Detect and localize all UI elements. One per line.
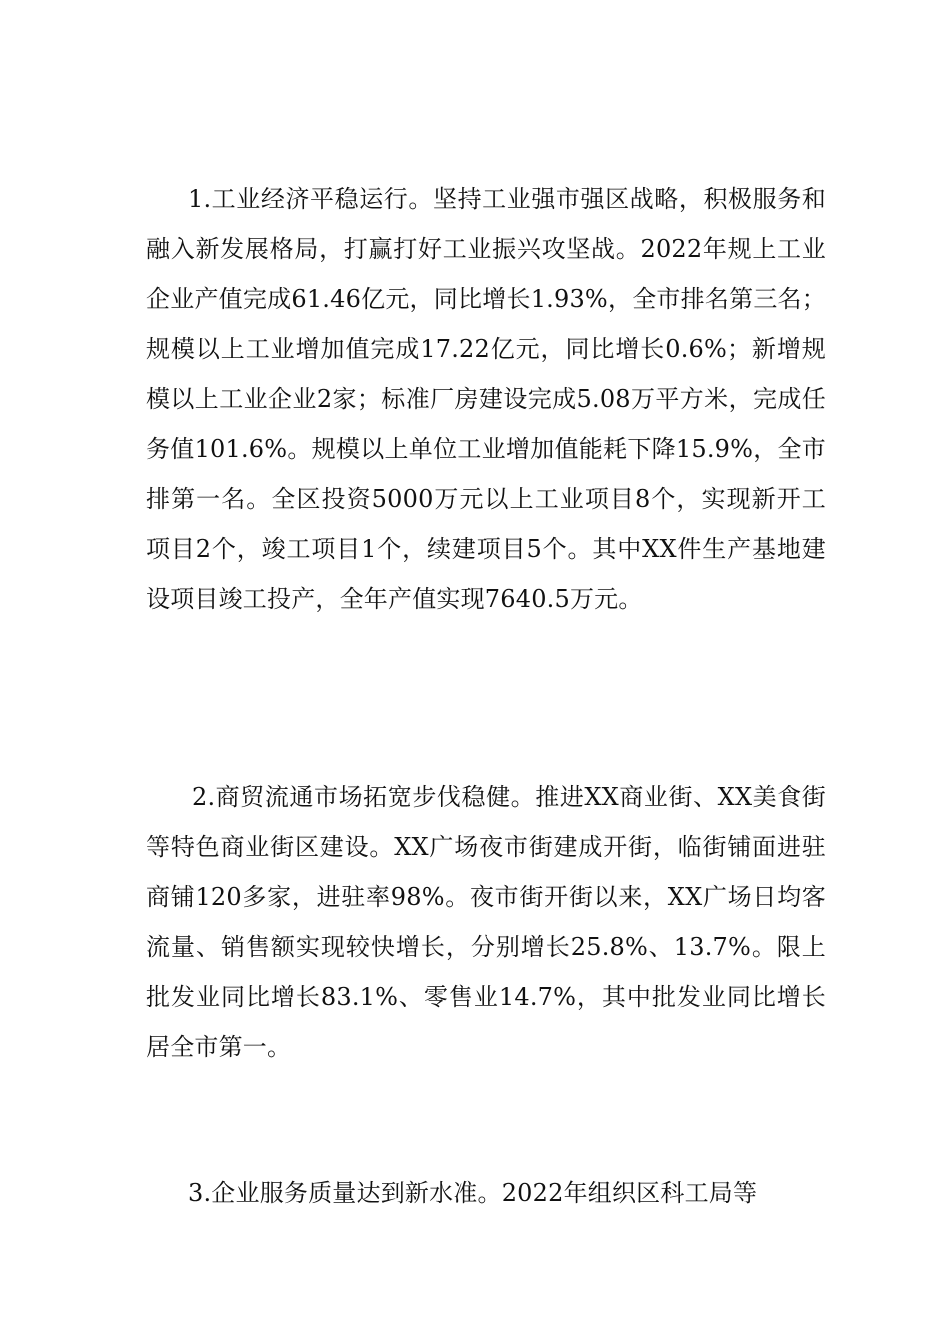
paragraph-enterprise-service: 3.企业服务质量达到新水准。2022年组织区科工局等 [188, 1179, 758, 1207]
paragraph-industrial-economy: 1.工业经济平稳运行。坚持工业强市强区战略，积极服务和融入新发展格局，打赢打好工业振兴攻坚战。2022年规上工业企业产值完成61.46亿元，同比增长1.93%，全市排名第三名；规模以上工业增加值完成17.22亿元，同比增长0.6%；新增规模以上工业企业2家；标准厂房建设完成5.08万平方米，完成任务值101.6%。规模以上单位工业增加值能耗下降15.9%，全市排第一名。全区投资5000万元以上工业项目8个，实现新开工项目2个，竣工项目1个，续建项目5个。其中XX件生产基地建设项目竣工投产，全年产值实现7640.5万元。 [146, 185, 826, 613]
paragraph-commerce-circulation: 2.商贸流通市场拓宽步伐稳健。推进XX商业街、XX美食街等特色商业街区建设。XX广场夜市街建成开街，临街铺面进驻商铺120多家，进驻率98%。夜市街开街以来，XX广场日均客流量、销售额实现较快增长，分别增长25.8%、13.7%。限上批发业同比增长83.1%、零售业14.7%，其中批发业同比增长居全市第一。 [146, 783, 826, 1061]
